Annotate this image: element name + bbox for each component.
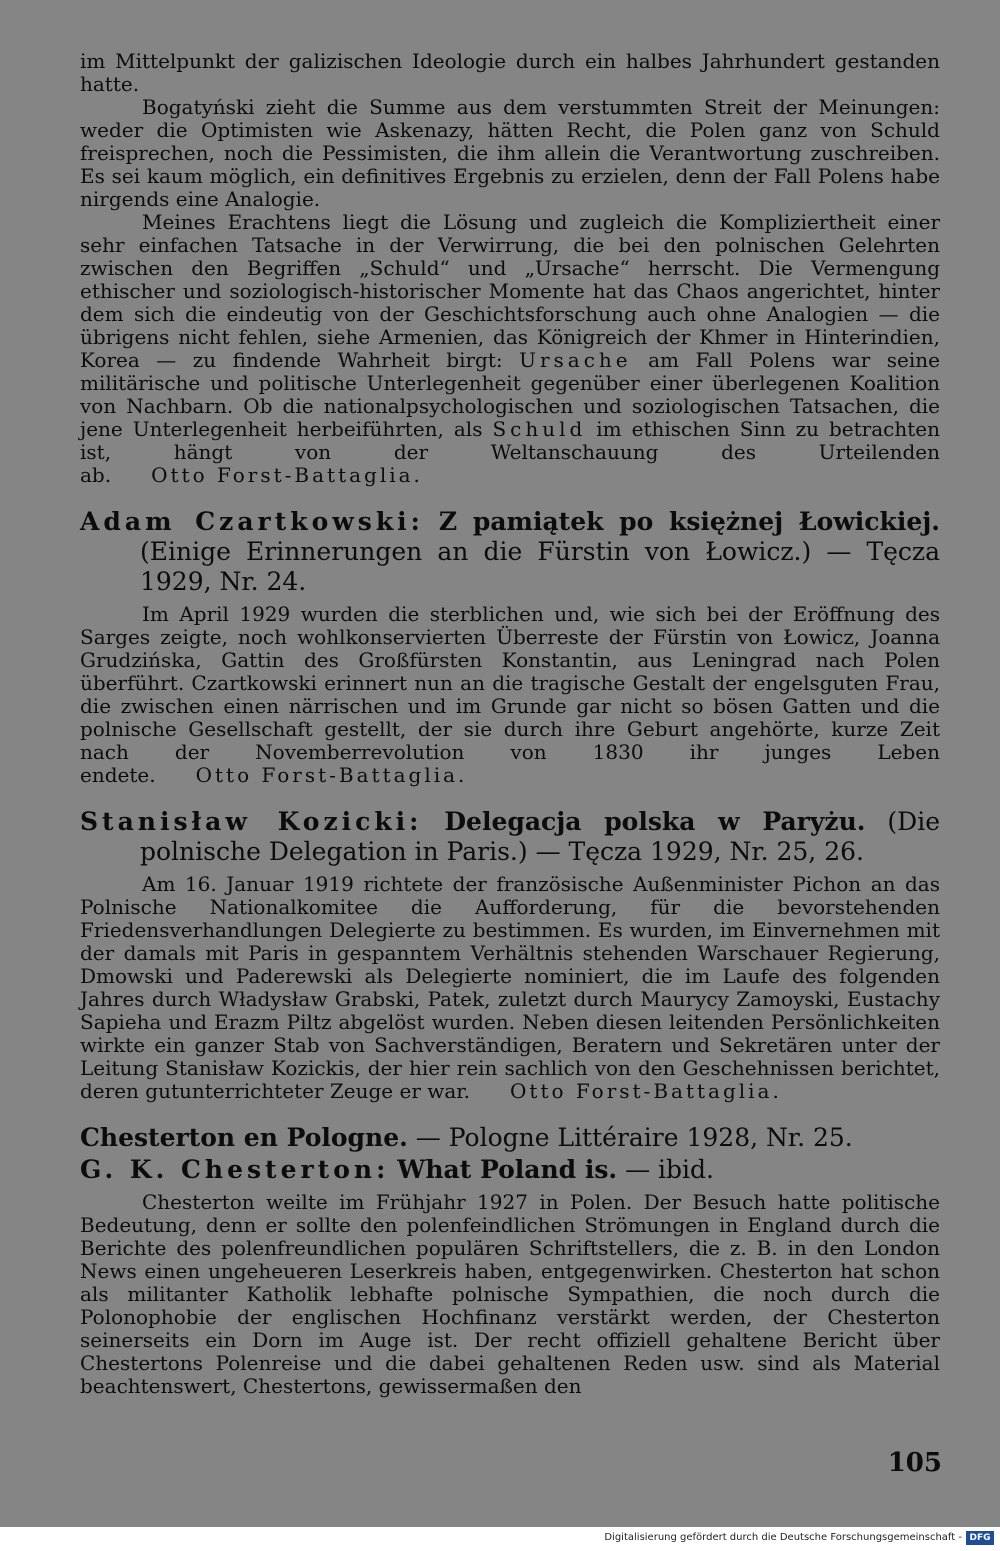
entry-body: [80, 873, 940, 1103]
dfg-logo: DFG: [966, 1531, 994, 1545]
entry-heading: [80, 507, 940, 597]
entry-author: G. K. Chesterton:: [80, 1155, 390, 1184]
emphasis-schuld: Schuld: [492, 417, 587, 441]
entry-czartkowski: [80, 507, 940, 787]
text-column: [80, 50, 940, 1398]
entry-heading-1: [80, 1123, 940, 1153]
footer-credit: Digitalisierung gefördert durch die Deutsche Forschungsgemeinschaft -: [604, 1532, 962, 1543]
intro-paragraph-3-text-a: Meines Erachtens liegt die Lösung und zugleich die Kompliziertheit einer sehr einfachen Tatsache in der Verwirrung, die bei den polnischen Gelehrten zwischen den Begriffen „Schuld“ und „Ursache“ herrscht. Die Vermengung ethischer und soziologisch-historischer Momente hat das Chaos angerichtet, hinter dem sich die eindeutig von der Geschichtsforschung auch ohne Analogien — die übrigens nicht fehlen, siehe Armenien, das Königreich der Khmer in Hinterindien, Korea — zu findende Wahrheit birgt:: [80, 210, 940, 372]
reviewer-signature: Otto Forst-Battaglia.: [151, 463, 423, 487]
entry-body-text: Am 16. Januar 1919 richtete der französische Außenminister Pichon an das Polnische Nationalkomitee die Aufforderung, für die bevorstehenden Friedensverhandlungen Delegierte zu bestimmen. Es wurden, im Einvernehmen mit der damals mit Paris in gespanntem Verhältnis stehenden Warschauer Regierung, Dmowski und Paderewski als Delegierte nominiert, die im Laufe des folgenden Jahres durch Władysław Grabski, Patek, zuletzt durch Maurycy Zamoyski, Eustachy Sapieha und Erazm Piltz abgelöst wurden. Neben diesen leitenden Persönlichkeiten wirkte ein ganzer Stab von Sachverständigen, Beratern und Sekretären unter der Leitung Stanisław Kozickis, der hier rein sachlich von den Geschehnissen berichtet, deren gutunterrichteter Zeuge er war.: [80, 872, 940, 1103]
entry-title: Chesterton en Pologne.: [80, 1123, 408, 1152]
entry-body: Chesterton weilte im Frühjahr 1927 in Polen. Der Besuch hatte politische Bedeutung, denn er sollte den polenfeindlichen Strömungen in England durch die Berichte des polenfreundlichen populären Schriftstellers, die z. B. in den London News einen ungeheueren Leserkreis haben, entgegenwirken. Chesterton hat schon als militanter Katholik lebhafte polnische Sympathien, die noch durch die Polonophobie der englischen Hochfinanz verstärkt werden, der Chesterton seinerseits ein Dorn im Auge ist. Der recht offiziell gehaltene Bericht über Chestertons Polenreise und die dabei gehaltenen Reden usw. sind als Material beachtenswert, Chestertons, gewissermaßen den: [80, 1190, 940, 1398]
intro-paragraph-3-text-c: im ethischen Sinn zu betrachten ist, hängt von der Weltanschauung des Urteilenden ab.: [80, 417, 940, 487]
entry-title: Delegacja polska w Paryżu.: [444, 807, 866, 836]
reviewer-signature: Otto Forst-Battaglia.: [510, 1079, 782, 1103]
reviewer-signature: Otto Forst-Battaglia.: [195, 763, 468, 787]
entry-body: [80, 603, 940, 787]
intro-paragraph-3: [80, 211, 940, 487]
entry-citation: (Einige Erinnerungen an die Fürstin von Łowicz.) — Tęcza 1929, Nr. 24.: [140, 537, 940, 596]
entry-author: Stanisław Kozicki:: [80, 807, 423, 836]
entry-title: What Poland is.: [397, 1155, 618, 1184]
intro-paragraph-2: Bogatyński zieht die Summe aus dem verstummten Streit der Meinungen: weder die Optimisten wie Askenazy, hätten Recht, die Polen ganz von Schuld freisprechen, noch die Pessimisten, die ihm allein die Verantwortung zuschreiben. Es sei kaum möglich, ein definitives Ergebnis zu erzielen, denn der Fall Polens habe nirgends eine Analogie.: [80, 95, 940, 211]
entry-citation: — Pologne Littéraire 1928, Nr. 25.: [415, 1123, 853, 1152]
entry-heading-2: [80, 1155, 940, 1185]
entry-heading: [80, 807, 940, 867]
entry-citation: — ibid.: [625, 1155, 714, 1184]
digitization-footer: [0, 1527, 1000, 1551]
intro-paragraph-3-text-b: am Fall Polens war seine militärische und politische Unterlegenheit gegenüber einer überlegenen Koalition von Nachbarn. Ob die nationalpsychologischen und soziologischen Tatsachen, die jene Unterlegenheit herbeiführten, als: [80, 348, 941, 441]
entry-chesterton: [80, 1123, 940, 1398]
entry-body-text: Im April 1929 wurden die sterblichen und, wie sich bei der Eröffnung des Sarges zeigte, noch wohlkonservierten Überreste der Fürstin von Łowicz, Joanna Grudzińska, Gattin des Großfürsten Konstantin, aus Leningrad nach Polen überführt. Czartkowski erinnert nun an die tragische Gestalt der engelsguten Frau, die zwischen einen närrischen und im Grunde gar nicht so bösen Gatten und die polnische Gesellschaft gestellt, der sie durch ihre Geburt angehörte, kurze Zeit nach der Novemberrevolution von 1830 ihr junges Leben endete.: [80, 602, 940, 787]
intro-paragraph-1: im Mittelpunkt der galizischen Ideologie durch ein halbes Jahrhundert gestanden hatte.: [80, 49, 940, 96]
entry-title: Z pamiątek po księżnej Łowickiej.: [438, 507, 941, 536]
entry-kozicki: [80, 807, 940, 1103]
emphasis-ursache: Ursache: [519, 348, 632, 372]
page-number: 105: [887, 1448, 942, 1478]
entry-citation: (Die polnische Delegation in Paris.) — Tęcza 1929, Nr. 25, 26.: [140, 807, 940, 866]
entry-author: Adam Czartkowski:: [80, 507, 424, 536]
